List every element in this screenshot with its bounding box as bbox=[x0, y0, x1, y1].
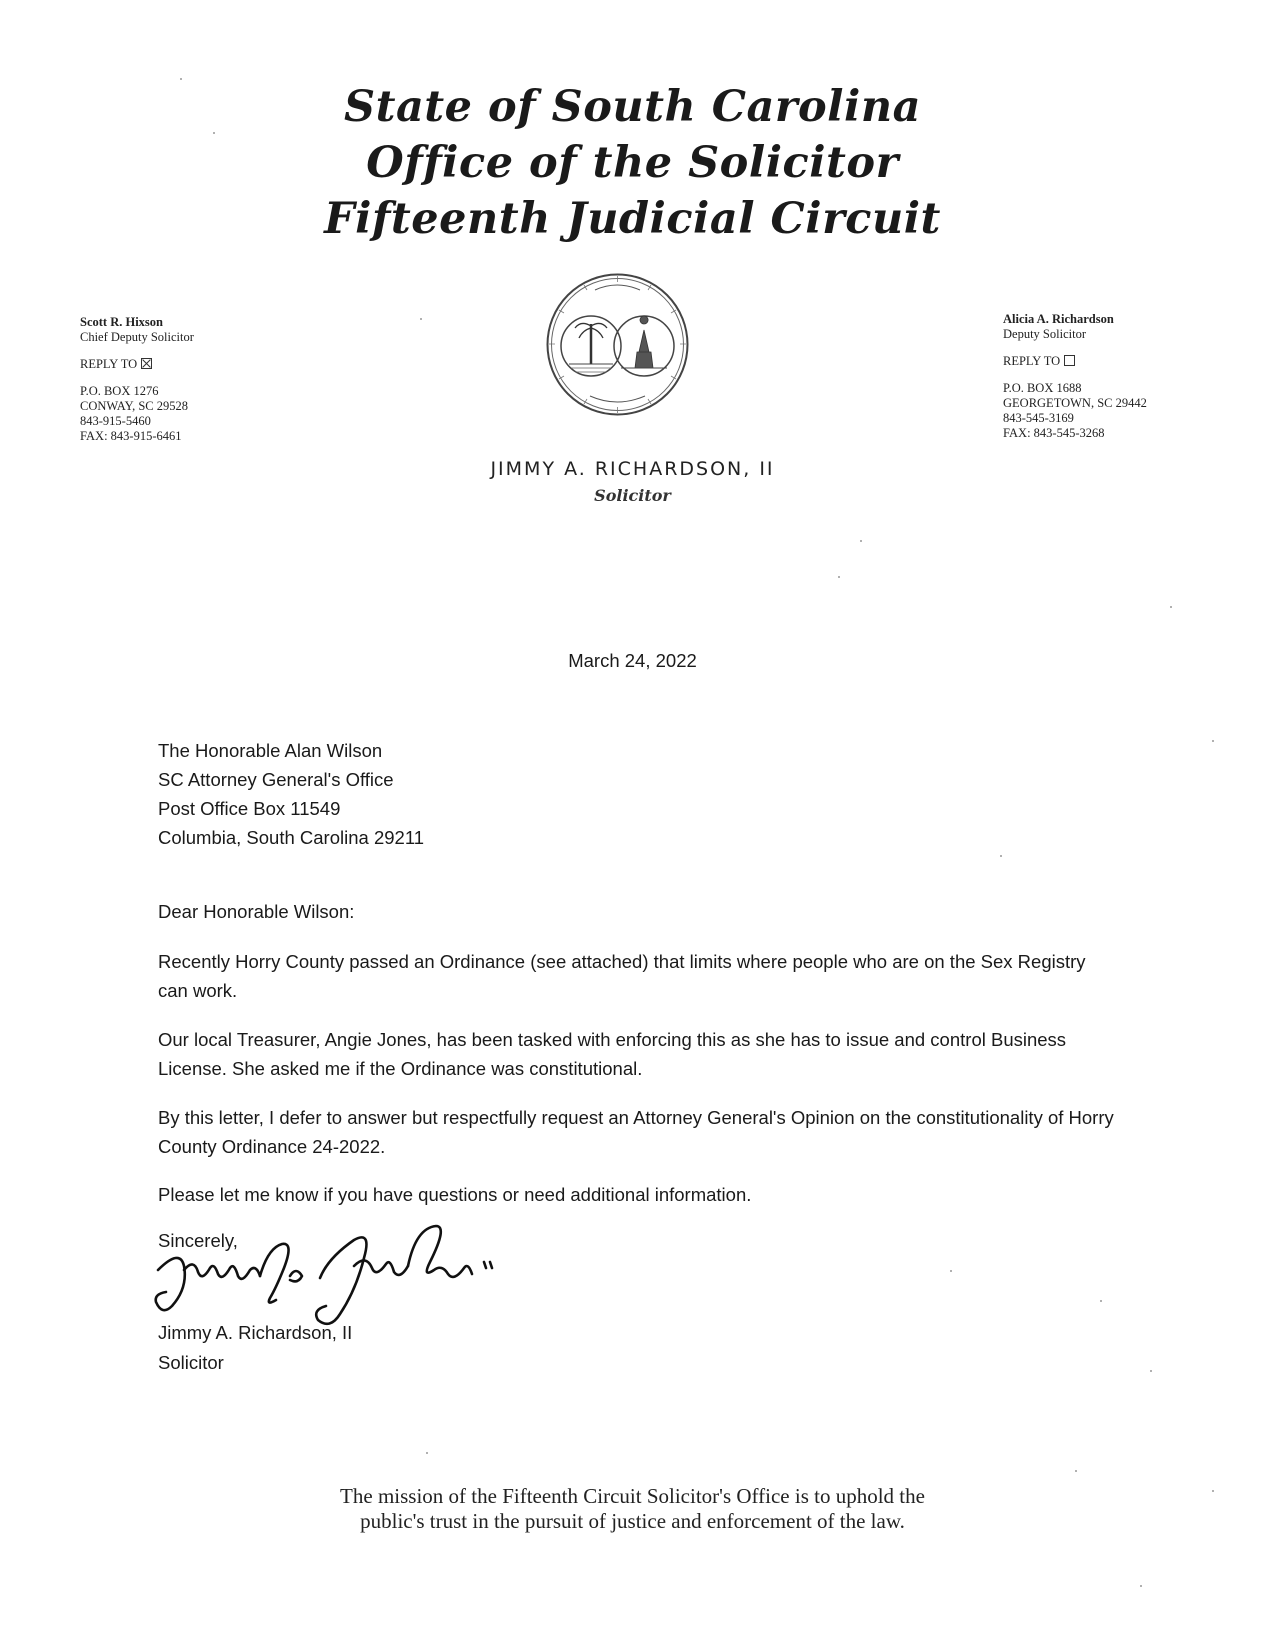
letterhead-office: Office of the Solicitor bbox=[366, 138, 899, 188]
right-reply-checkbox-icon bbox=[1064, 355, 1075, 366]
closing: Sincerely, bbox=[158, 1230, 238, 1251]
left-address-line: P.O. BOX 1276 bbox=[80, 384, 159, 398]
recipient-line: Post Office Box 11549 bbox=[158, 798, 341, 819]
mission-statement bbox=[0, 1484, 1265, 1534]
mission-line: The mission of the Fifteenth Circuit Solicitor's Office is to uphold the bbox=[340, 1484, 925, 1508]
recipient-address bbox=[158, 736, 424, 852]
mission-line: public's trust in the pursuit of justice and enforcement of the law. bbox=[360, 1509, 905, 1533]
signer-title: Solicitor bbox=[158, 1352, 224, 1373]
right-contact-title: Deputy Solicitor bbox=[1003, 327, 1086, 341]
body-paragraph: Recently Horry County passed an Ordinance (see attached) that limits where people who are on the Sex Registry can work. bbox=[158, 951, 1086, 1001]
signer-name: Jimmy A. Richardson, II bbox=[158, 1322, 353, 1343]
salutation: Dear Honorable Wilson: bbox=[158, 901, 355, 922]
recipient-line: The Honorable Alan Wilson bbox=[158, 740, 383, 761]
right-contact-block bbox=[1003, 312, 1147, 441]
left-reply-to-label: REPLY TO bbox=[80, 357, 138, 371]
right-address-line: 843-545-3169 bbox=[1003, 411, 1074, 425]
recipient-line: SC Attorney General's Office bbox=[158, 769, 394, 790]
solicitor-name: JIMMY A. RICHARDSON, II bbox=[490, 458, 775, 480]
body-paragraph: Our local Treasurer, Angie Jones, has been tasked with enforcing this as she has to issue and control Business License. She asked me if the Ordinance was constitutional. bbox=[158, 1029, 1067, 1079]
body-paragraph: Please let me know if you have questions or need additional information. bbox=[158, 1184, 752, 1205]
right-reply-to-label: REPLY TO bbox=[1003, 354, 1061, 368]
recipient-line: Columbia, South Carolina 29211 bbox=[158, 827, 425, 848]
state-seal-icon bbox=[545, 272, 690, 417]
right-address-line: FAX: 843-545-3268 bbox=[1003, 426, 1105, 440]
letter-date: March 24, 2022 bbox=[568, 650, 697, 671]
left-contact-block bbox=[80, 315, 194, 444]
right-contact-name: Alicia A. Richardson bbox=[1003, 312, 1114, 326]
left-contact-name: Scott R. Hixson bbox=[80, 315, 163, 329]
left-address-line: CONWAY, SC 29528 bbox=[80, 399, 189, 413]
left-reply-to bbox=[80, 357, 194, 372]
left-address-line: FAX: 843-915-6461 bbox=[80, 429, 182, 443]
left-reply-checkbox-icon bbox=[141, 358, 152, 369]
letterhead-circuit: Fifteenth Judicial Circuit bbox=[324, 194, 941, 244]
body-paragraph: By this letter, I defer to answer but respectfully request an Attorney General's Opinion on the constitutionality of Horry County Ordinance 24-2022. bbox=[158, 1107, 1114, 1157]
left-address-line: 843-915-5460 bbox=[80, 414, 151, 428]
right-address-line: P.O. BOX 1688 bbox=[1003, 381, 1082, 395]
solicitor-title: Solicitor bbox=[594, 486, 671, 505]
letterhead-state: State of South Carolina bbox=[344, 82, 921, 132]
right-address-line: GEORGETOWN, SC 29442 bbox=[1003, 396, 1147, 410]
left-contact-title: Chief Deputy Solicitor bbox=[80, 330, 194, 344]
right-reply-to bbox=[1003, 354, 1147, 369]
